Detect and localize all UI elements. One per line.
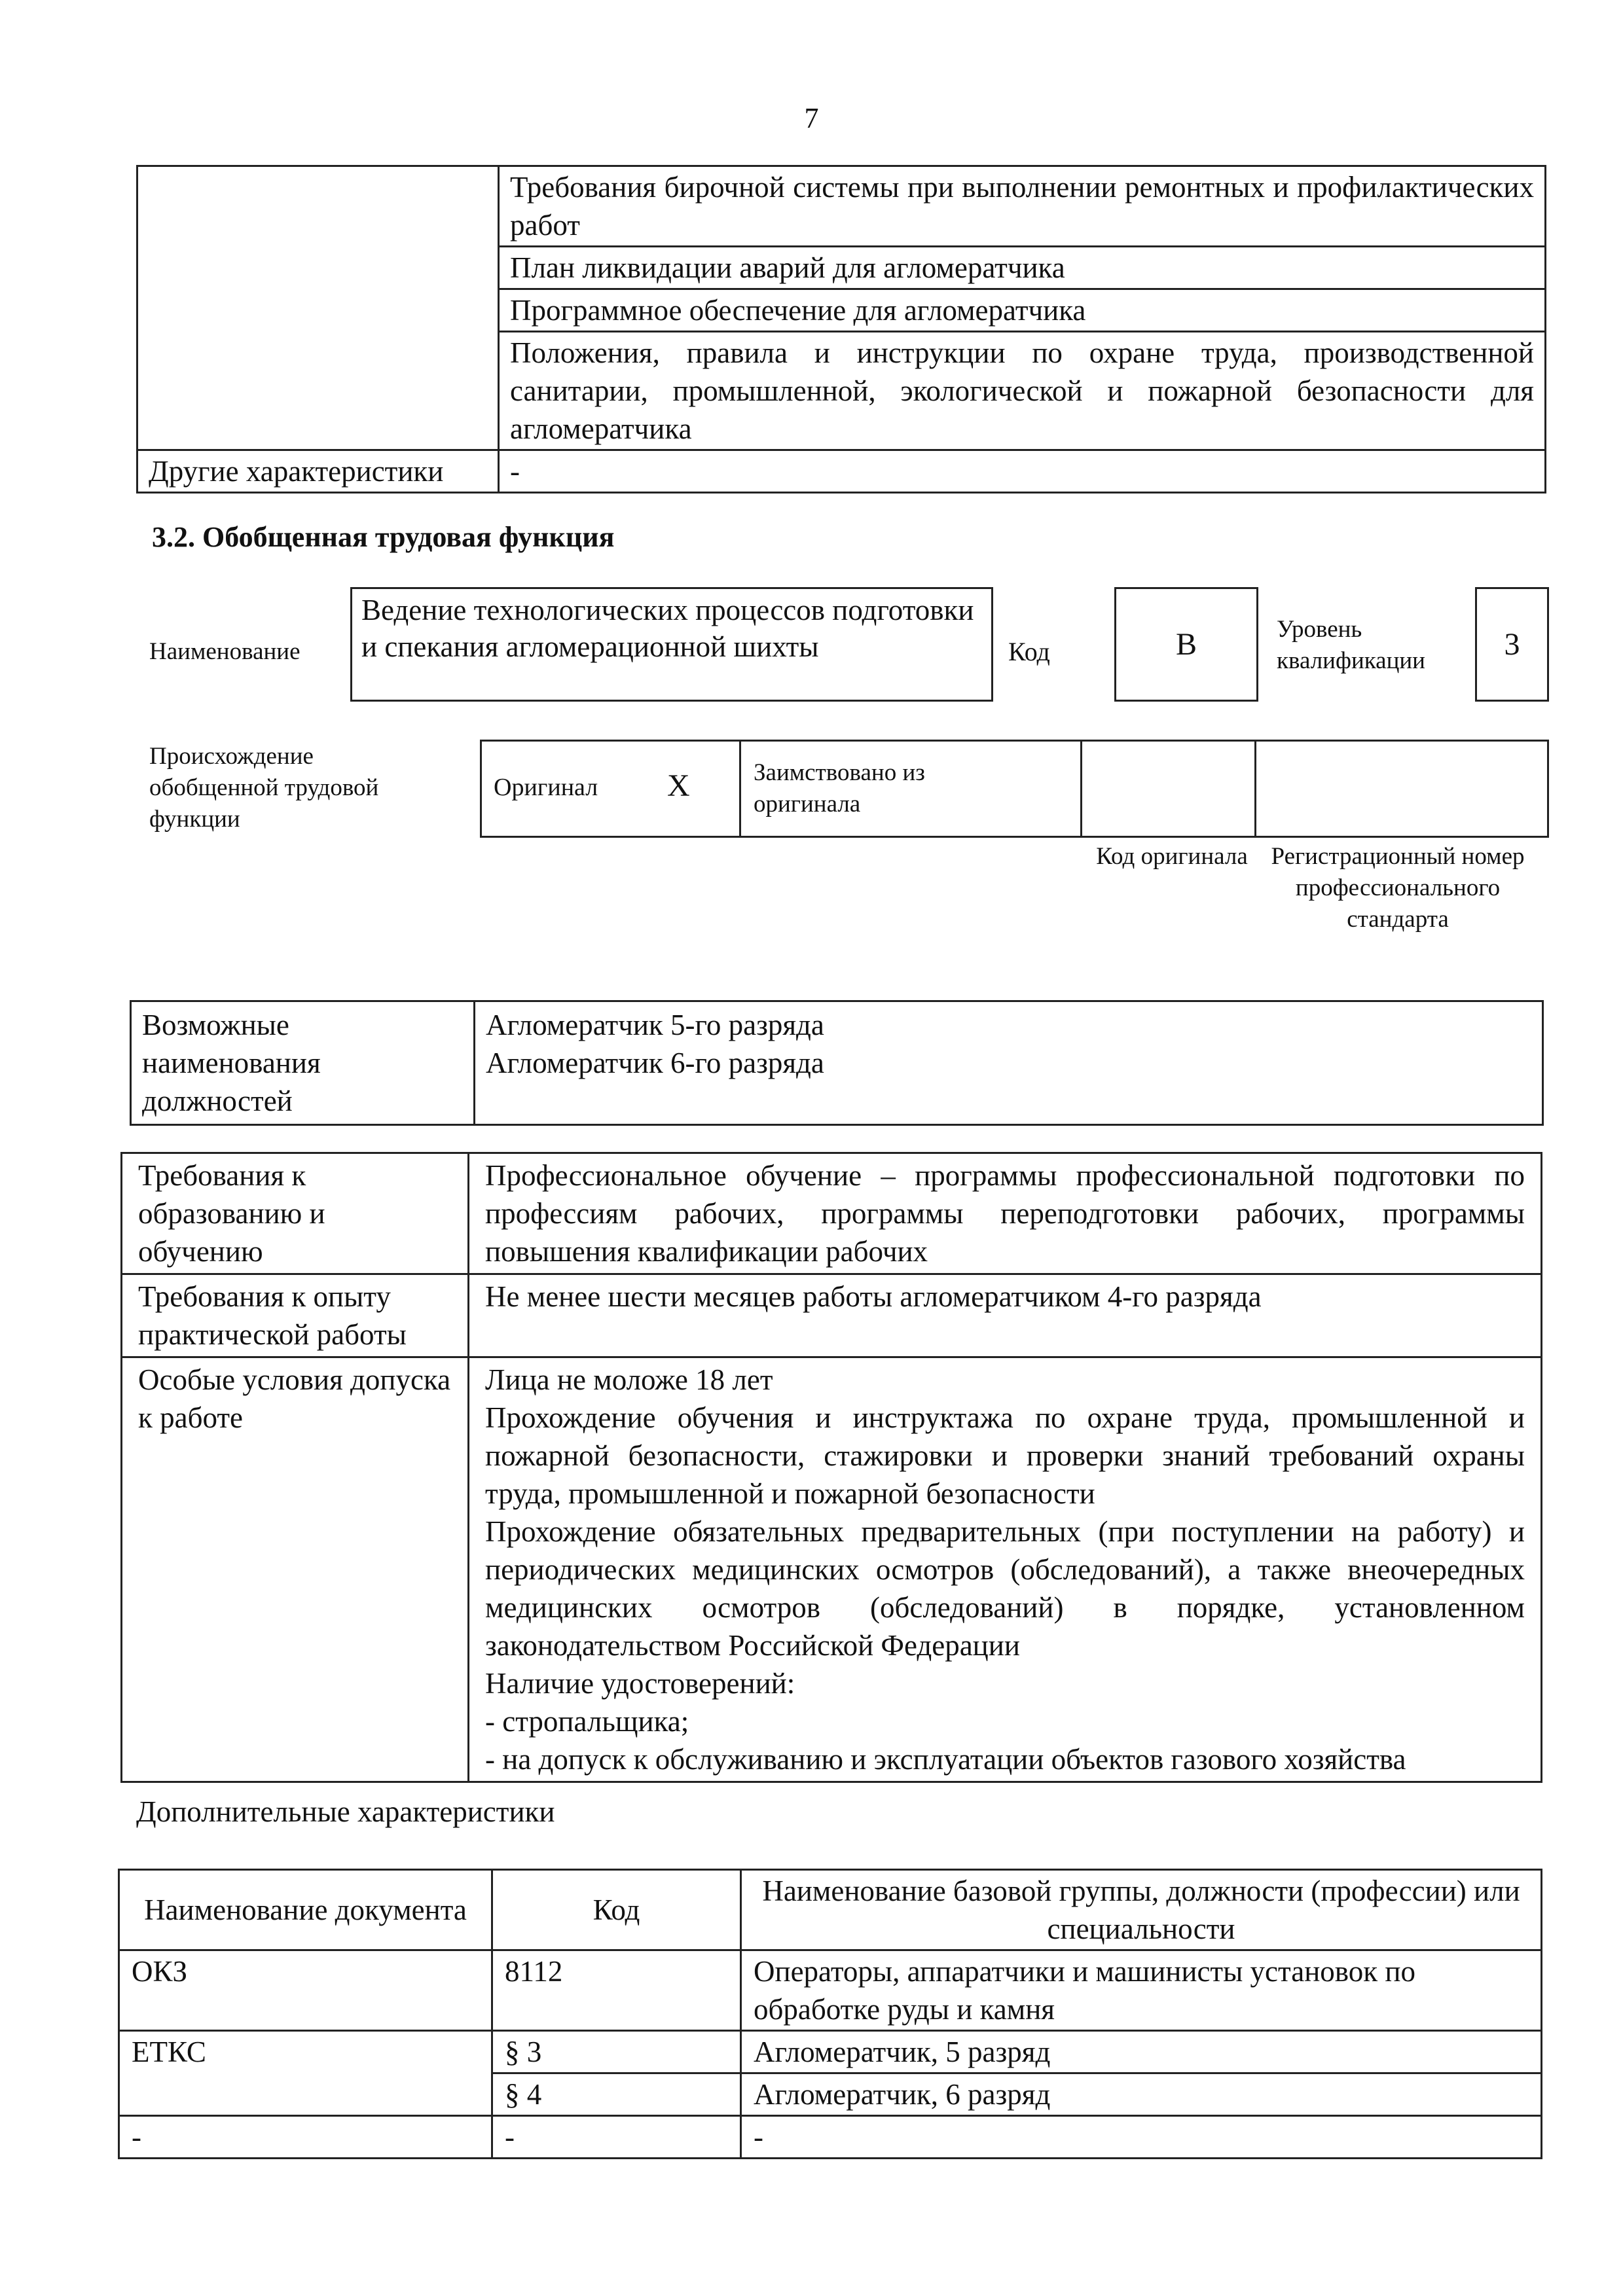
table-row [122,1357,1542,1782]
qualification-level-label: Уровень квалификации [1277,616,1425,674]
page-number: 7 [804,102,819,134]
table-cell: Агломератчик, 5 разряд [741,2031,1542,2073]
origin-row [480,740,1549,838]
table-cell: Положения, правила и инструкции по охране труда, производственной санитарии, промышленной, экологической и пожарной безопасности для агломератчика [499,332,1546,450]
table-row [137,166,1546,247]
table-header-row [119,1870,1542,1950]
positions-values [475,1001,1543,1125]
code-original-caption: Код оригинала [1096,843,1248,870]
conditions-label: Особые условия допуска к работе [122,1357,469,1782]
table-row [119,1950,1542,2031]
qualification-level-value: 3 [1504,627,1520,662]
name-value: Ведение технологических процессов подготовки и спекания агломерационной шихты [361,594,974,663]
position-item: Агломератчик 6-го разряда [486,1047,824,1079]
table-cell: - [119,2116,492,2159]
requirements-table [120,1152,1542,1783]
positions-label: Возможные наименования должностей [131,1001,475,1125]
table-row [122,1153,1542,1274]
condition-item: - на допуск к обслуживанию и эксплуатации объектов газового хозяйства [485,1743,1406,1776]
experience-label: Требования к опыту практической работы [122,1274,469,1357]
positions-table [130,1000,1544,1126]
origin-label: Происхождение обобщенной трудовой функции [149,743,379,833]
divider [739,740,741,838]
table-cell: § 4 [492,2073,741,2116]
condition-item: Наличие удостоверений: [485,1667,795,1700]
table-cell: ОКЗ [119,1950,492,2031]
divider [1080,740,1082,838]
column-header: Наименование документа [119,1870,492,1950]
divider [1254,740,1256,838]
other-characteristics-label: Другие характеристики [137,450,499,493]
position-item: Агломератчик 5-го разряда [486,1009,824,1041]
conditions-value [469,1357,1542,1782]
education-label: Требования к образованию и обучению [122,1153,469,1274]
original-label: Оригинал [494,774,598,801]
table-row [131,1001,1543,1125]
qualification-level-box [1475,587,1549,702]
table-cell: План ликвидации аварий для агломератчика [499,247,1546,289]
table-row [137,450,1546,493]
condition-item: Прохождение обязательных предварительных (при поступлении на работу) и периодических медицинских осмотров (обследований), а также внеочередных медицинских осмотров (обследований) в порядке, установленном законодательством Российской Федерации [485,1515,1525,1662]
name-value-box [350,587,993,702]
code-value-box [1114,587,1258,702]
condition-item: - стропальщика; [485,1705,689,1738]
condition-item: Лица не моложе 18 лет [485,1363,773,1396]
table-row [122,1274,1542,1357]
table-cell: Агломератчик, 6 разряд [741,2073,1542,2116]
column-header: Код [492,1870,741,1950]
name-label: Наименование [149,638,301,665]
additional-title: Дополнительные характеристики [136,1795,555,1828]
table-cell: Операторы, аппаратчики и машинисты установок по обработке руды и камня [741,1950,1542,2031]
table-cell: - [492,2116,741,2159]
condition-item: Прохождение обучения и инструктажа по охране труда, промышленной и пожарной безопасности, стажировки и проверки знаний требований охраны труда, промышленной и пожарной безопасности [485,1401,1525,1510]
column-header: Наименование базовой группы, должности (профессии) или специальности [741,1870,1542,1950]
table-cell: - [741,2116,1542,2159]
experience-value: Не менее шести месяцев работы агломератчиком 4-го разряда [469,1274,1542,1357]
original-mark: X [667,768,690,803]
table-row [119,2031,1542,2073]
table-cell: Программное обеспечение для агломератчика [499,289,1546,332]
table-cell: ЕТКС [119,2031,492,2116]
table-cell: § 3 [492,2031,741,2073]
additional-table [118,1869,1542,2159]
borrowed-label: Заимствовано из оригинала [754,759,925,817]
education-value: Профессиональное обучение – программы профессиональной подготовки по профессиям рабочих, программы переподготовки рабочих, программы повышения квалификации рабочих [469,1153,1542,1274]
reg-number-caption: Регистрационный номер профессионального стандарта [1271,843,1525,933]
code-label: Код [1008,637,1050,666]
table-row [119,2116,1542,2159]
section-title: 3.2. Обобщенная трудовая функция [152,521,615,553]
other-characteristics-value: - [499,450,1546,493]
continuation-table [136,165,1546,493]
table-cell: Требования бирочной системы при выполнении ремонтных и профилактических работ [499,166,1546,247]
table-cell: 8112 [492,1950,741,2031]
empty-label-cell [137,166,499,450]
code-value: B [1175,627,1197,662]
